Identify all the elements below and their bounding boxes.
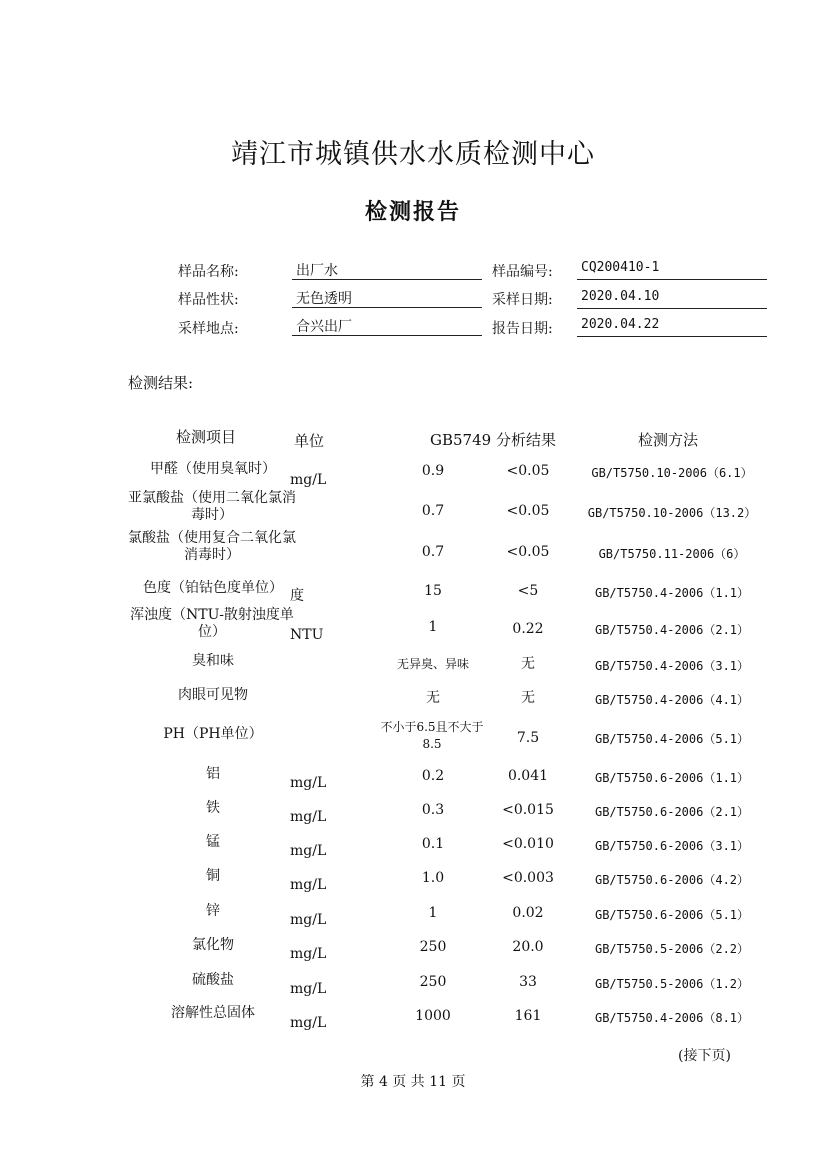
item-name: 肉眼可见物 <box>178 687 248 703</box>
sample-state-label: 样品性状: <box>178 292 239 308</box>
item-method: GB/T5750.11-2006（6） <box>598 547 746 561</box>
item-method: GB/T5750.4-2006（8.1） <box>594 1011 750 1025</box>
sample-no-value: CQ200410-1 <box>577 260 767 280</box>
item-method: GB/T5750.6-2006（3.1） <box>594 839 750 853</box>
item-unit: mg/L <box>290 809 327 825</box>
item-name: 锌 <box>206 903 220 919</box>
item-method: GB/T5750.5-2006（2.2） <box>594 942 750 956</box>
item-name: PH（PH单位） <box>163 726 263 742</box>
header-item: 检测项目 <box>176 428 237 446</box>
results-section-title: 检测结果: <box>128 374 194 392</box>
header-standard: GB5749 <box>430 431 492 449</box>
item-standard: 0.9 <box>421 463 445 479</box>
sampling-date-value: 2020.04.10 <box>577 289 767 309</box>
item-unit: mg/L <box>290 472 327 488</box>
item-name: 臭和味 <box>192 653 234 669</box>
item-method: GB/T5750.6-2006（2.1） <box>594 805 750 819</box>
report-date-label: 报告日期: <box>492 321 553 337</box>
item-standard: 1.0 <box>421 870 445 886</box>
item-result: 0.02 <box>512 905 544 921</box>
item-name: 铜 <box>206 868 220 884</box>
organization-title: 靖江市城镇供水水质检测中心 <box>231 139 595 170</box>
item-result: 7.5 <box>516 730 540 746</box>
item-standard: 0.7 <box>421 544 445 560</box>
sample-state-value: 无色透明 <box>292 288 482 308</box>
item-result: <0.05 <box>506 463 550 479</box>
item-name: 色度（铂钴色度单位） <box>143 580 283 596</box>
item-standard: 250 <box>419 974 447 990</box>
item-result: <0.05 <box>506 503 550 519</box>
item-result: <0.015 <box>502 802 554 818</box>
item-result: 33 <box>519 974 537 990</box>
header-unit: 单位 <box>294 432 325 450</box>
sample-name-label: 样品名称: <box>178 264 239 280</box>
item-standard: 无 <box>426 690 440 706</box>
item-standard: 250 <box>419 939 447 955</box>
item-standard: 1 <box>428 619 438 635</box>
item-unit: mg/L <box>290 843 327 859</box>
item-standard: 1 <box>428 905 438 921</box>
item-result: <5 <box>517 583 539 599</box>
item-unit: NTU <box>290 627 324 643</box>
item-name: 氯化物 <box>192 937 234 953</box>
item-result: <0.003 <box>502 870 554 886</box>
item-name: 锰 <box>206 834 220 850</box>
item-unit: mg/L <box>290 981 327 997</box>
item-standard: 15 <box>424 583 442 599</box>
report-date-value: 2020.04.22 <box>577 317 767 337</box>
item-method: GB/T5750.4-2006（4.1） <box>594 693 750 707</box>
sampling-site-value: 合兴出厂 <box>292 316 482 336</box>
page-number: 第 4 页 共 11 页 <box>360 1074 466 1090</box>
item-name: 亚氯酸盐（使用二氧化氯消毒时） <box>128 490 296 523</box>
item-name: 浑浊度（NTU-散射浊度单位） <box>130 607 294 640</box>
item-standard: 0.1 <box>421 836 445 852</box>
item-method: GB/T5750.6-2006（4.2） <box>594 873 750 887</box>
item-unit: mg/L <box>290 946 327 962</box>
sampling-site-label: 采样地点: <box>178 321 239 337</box>
item-method: GB/T5750.4-2006（5.1） <box>594 732 750 746</box>
item-result: 无 <box>521 690 535 706</box>
sample-no-label: 样品编号: <box>492 264 553 280</box>
item-standard: 0.3 <box>421 802 445 818</box>
item-standard: 不小于6.5且不大于8.5 <box>380 720 484 751</box>
item-standard: 1000 <box>415 1008 451 1024</box>
item-method: GB/T5750.10-2006（13.2） <box>587 506 757 520</box>
item-method: GB/T5750.6-2006（1.1） <box>594 771 750 785</box>
item-name: 氯酸盐（使用复合二氧化氯消毒时） <box>128 530 296 563</box>
header-method: 检测方法 <box>638 431 699 449</box>
item-result: <0.05 <box>506 544 550 560</box>
item-name: 铝 <box>206 766 220 782</box>
item-standard: 0.7 <box>421 503 445 519</box>
item-method: GB/T5750.5-2006（1.2） <box>594 977 750 991</box>
item-unit: 度 <box>290 588 304 604</box>
item-standard: 无异臭、异味 <box>396 657 469 671</box>
item-unit: mg/L <box>290 775 327 791</box>
sampling-date-label: 采样日期: <box>492 292 553 308</box>
item-result: 0.22 <box>512 621 544 637</box>
item-unit: mg/L <box>290 1015 327 1031</box>
continued-note: (接下页) <box>678 1048 731 1064</box>
item-method: GB/T5750.4-2006（1.1） <box>594 586 750 600</box>
report-title: 检测报告 <box>364 199 461 225</box>
item-name: 甲醛（使用臭氧时） <box>150 461 276 477</box>
item-method: GB/T5750.6-2006（5.1） <box>594 908 750 922</box>
item-result: 161 <box>514 1008 542 1024</box>
item-name: 铁 <box>206 800 220 816</box>
item-result: 0.041 <box>507 768 549 784</box>
item-result: <0.010 <box>502 836 554 852</box>
item-method: GB/T5750.10-2006（6.1） <box>591 466 753 480</box>
item-result: 无 <box>521 656 535 672</box>
item-unit: mg/L <box>290 877 327 893</box>
header-result: 分析结果 <box>496 431 557 449</box>
item-unit: mg/L <box>290 912 327 928</box>
item-result: 20.0 <box>512 939 544 955</box>
sample-name-value: 出厂水 <box>292 260 482 280</box>
item-name: 溶解性总固体 <box>171 1005 255 1021</box>
item-standard: 0.2 <box>421 768 445 784</box>
item-method: GB/T5750.4-2006（2.1） <box>594 623 750 637</box>
item-name: 硫酸盐 <box>192 972 234 988</box>
item-method: GB/T5750.4-2006（3.1） <box>594 659 750 673</box>
